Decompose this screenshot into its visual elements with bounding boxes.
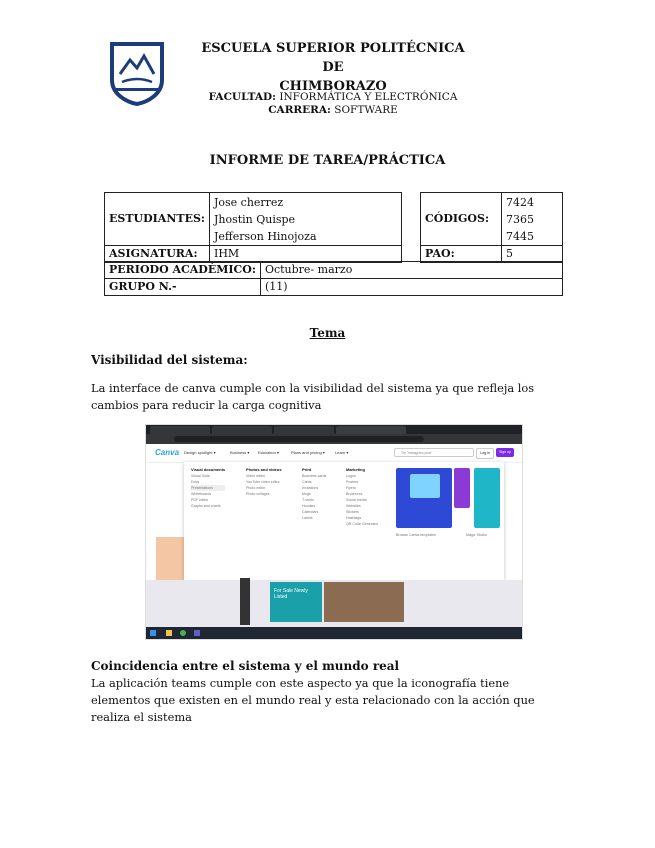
students-label: ESTUDIANTES:: [105, 193, 210, 246]
template-thumb: [410, 474, 440, 498]
nav-item: Design spotlight ▾: [184, 450, 216, 455]
menu-column: Print Business cards Cards Invitations Mugs T-shirts Hoodies Calendars Labels: [302, 467, 327, 520]
section2-heading: Coincidencia entre el sistema y el mundo real: [91, 659, 400, 673]
group-value: (11): [260, 279, 562, 296]
canva-search: Try "instagram post": [394, 448, 474, 457]
codes-table: [420, 192, 563, 263]
faculty-label: FACULTAD:: [208, 91, 276, 103]
editor-toolbar: [240, 578, 250, 625]
nav-item: Plans and pricing ▾: [291, 450, 325, 455]
code-value: 7424: [506, 195, 534, 209]
pao-label: PAO:: [421, 246, 502, 263]
topic-heading: Tema: [309, 326, 346, 340]
chrome-icon: [180, 630, 186, 636]
browser-tab: [212, 426, 272, 434]
period-value: Octubre- marzo: [260, 262, 562, 279]
codes-list: [502, 193, 563, 246]
student-name: Jhostin Quispe: [213, 212, 296, 226]
students-table: [104, 192, 402, 263]
student-name: Jefferson Hinojoza: [213, 229, 317, 243]
career-value: SOFTWARE: [330, 104, 398, 116]
teams-icon: [194, 630, 200, 636]
login-button: Log in: [476, 448, 494, 459]
canva-navbar: [146, 444, 522, 463]
section2-text: La aplicación teams cumple con este aspecto ya que la iconografía tiene elementos que existen en el mundo real y esta relacionado con la acción que realiza el sistema: [91, 676, 535, 724]
report-title: INFORME DE TAREA/PRÁCTICA: [209, 153, 446, 168]
menu-column: Visual documents Visual Suite Docs Presentations Whiteboards PDF editor Graphs and charts: [191, 467, 226, 508]
institution-line-2: CHIMBORAZO: [279, 79, 387, 94]
period-table: [104, 261, 563, 296]
windows-start-icon: [150, 630, 156, 636]
nav-item: Learn ▾: [335, 450, 349, 455]
code-value: 7365: [506, 212, 534, 226]
for-sale-banner: For Sale Newly Listed: [270, 582, 322, 622]
windows-taskbar: [146, 627, 522, 639]
browse-templates-link: Browse Canva templates: [396, 533, 436, 537]
canva-logo: Canva: [155, 448, 180, 457]
magic-studio-link: Magic Studio: [466, 533, 487, 537]
faculty-block: [180, 91, 486, 117]
students-list: [209, 193, 401, 246]
subject-value: IHM: [209, 246, 401, 263]
url-field: [174, 436, 424, 442]
student-name: Jose cherrez: [213, 195, 284, 209]
house-photo: [324, 582, 404, 622]
template-thumb: [454, 468, 470, 508]
career-label: CARRERA:: [268, 104, 331, 116]
section1-text: La interface de canva cumple con la visibilidad del sistema ya que refleja los cambios para reducir la carga cognitiva: [91, 381, 535, 412]
nav-item: Business ▾: [230, 450, 250, 455]
template-thumb: [474, 468, 500, 528]
institution-name: [195, 39, 471, 96]
browser-tab-bar: [146, 425, 522, 434]
browser-tab: [336, 426, 406, 434]
espoch-shield-logo: [108, 40, 166, 106]
codes-label: CÓDIGOS:: [421, 193, 502, 246]
browser-tab: [150, 426, 210, 434]
canva-content-area: [146, 580, 522, 627]
browser-tab: [274, 426, 334, 434]
signup-button: Sign up: [496, 448, 514, 457]
template-thumbnails: [396, 468, 500, 534]
period-label: PERIODO ACADÉMICO:: [105, 262, 261, 279]
browser-address-bar: [146, 434, 522, 444]
canva-screenshot: [145, 424, 523, 640]
folder-icon: [166, 630, 172, 636]
subject-label: ASIGNATURA:: [105, 246, 210, 263]
mega-menu: [184, 462, 504, 580]
section1-heading: Visibilidad del sistema:: [91, 353, 248, 367]
institution-line-1: ESCUELA SUPERIOR POLITÉCNICA DE: [201, 41, 465, 75]
menu-column: Marketing Logos Posters Flyers Brochures Social media Websites Stickers Hashtags QR Code Generator: [346, 467, 379, 526]
code-value: 7445: [506, 229, 534, 243]
nav-item: Education ▾: [258, 450, 279, 455]
faculty-value: INFORMÁTICA Y ELECTRÓNICA: [275, 91, 458, 103]
group-label: GRUPO N.-: [105, 279, 261, 296]
menu-column: Photos and videos Video editor YouTube video editor Photo editor Photo collages: [246, 467, 282, 496]
pao-value: 5: [502, 246, 563, 263]
